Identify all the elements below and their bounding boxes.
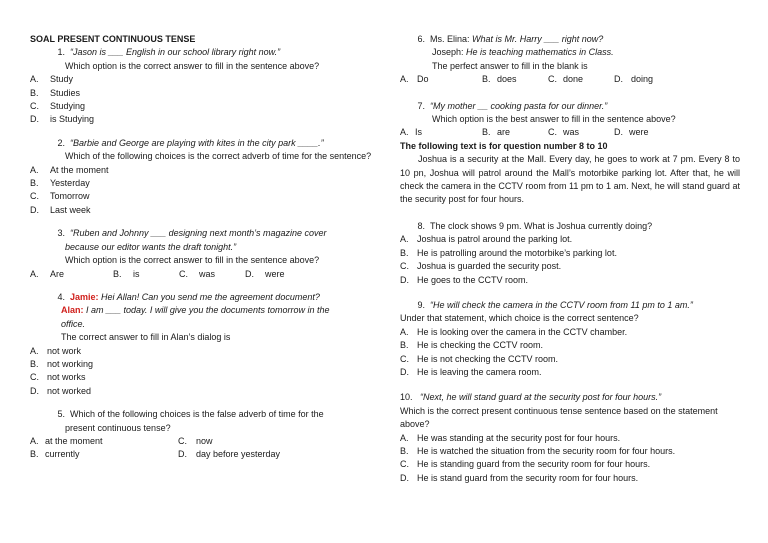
- question-prompt-continued: present continuous tense?: [65, 422, 171, 433]
- option-c: C. He is not checking the CCTV room.: [400, 353, 559, 364]
- speaker-alan: Alan:: [61, 305, 84, 316]
- question-number: 5.: [57, 409, 65, 420]
- speaker-jamie: Jamie:: [70, 291, 99, 302]
- option-b: B. is: [113, 268, 140, 279]
- question-number: 1.: [57, 47, 65, 58]
- option-b: B. He is patrolling around the motorbike’s parking lot.: [400, 247, 617, 258]
- option-a: A. Are: [30, 268, 65, 279]
- option-a: A. Joshua is patrol around the parking lot.: [400, 234, 573, 245]
- options-row: [400, 126, 740, 139]
- option-d: D. Last week: [30, 204, 91, 215]
- option-d: D. He is leaving the camera room.: [400, 366, 542, 377]
- option-a: A. Is: [400, 127, 423, 138]
- options-row: [30, 268, 375, 281]
- question-prompt: The correct answer to fill in Alan’s dialog is: [61, 332, 231, 343]
- option-d: D. not worked: [30, 385, 92, 396]
- option-b: B. does: [482, 74, 517, 85]
- option-a: A. He is looking over the camera in the CCTV chamber.: [400, 326, 628, 337]
- option-d: D. were: [245, 268, 285, 279]
- question-prompt: Which option is the correct answer to fill in the sentence above?: [65, 255, 320, 266]
- option-c: C. Joshua is guarded the security post.: [400, 261, 562, 272]
- speaker-joseph: Joseph:: [432, 47, 464, 58]
- option-c: C. Studying: [30, 101, 86, 112]
- option-a: A. He was standing at the security post for four hours.: [400, 432, 621, 443]
- question-number: 3.: [57, 228, 65, 239]
- options-row: [30, 448, 375, 461]
- question-quote: “Jason is ___ English in our school library right now.”: [70, 47, 281, 58]
- option-a: A. Do: [400, 74, 429, 85]
- option-d: D. were: [614, 127, 649, 138]
- question-number: 9.: [417, 299, 425, 310]
- option-b: B. are: [482, 127, 511, 138]
- question-3: [30, 227, 375, 281]
- passage-heading: The following text is for question number 8 to 10: [400, 140, 608, 151]
- dialog-line: He is teaching mathematics in Class.: [466, 47, 614, 58]
- question-prompt: Which option is the correct answer to fill in the sentence above?: [65, 60, 320, 71]
- question-6: [400, 33, 740, 87]
- question-prompt: Which is the correct present continuous tense sentence based on the statement above?: [400, 405, 718, 430]
- question-prompt: Which of the following choices is the false adverb of time for the: [70, 409, 324, 420]
- question-8: [400, 220, 740, 287]
- dialog-line: What is Mr. Harry ___ right now?: [472, 34, 604, 44]
- option-d: D. He is stand guard from the security room for four hours.: [400, 472, 639, 483]
- option-c: C. He is standing guard from the security room for four hours.: [400, 459, 651, 470]
- passage-text: Joshua is a security at the Mall. Every day, he goes to work at 7 pm. Every 8 to 10 pn, Joshua will patrol around the Mall’s motorbike parking lot. After that, he will check the camera in the CCTV room from 11 pm to 1 am. Next, he will stand guard at the security post for four hours.: [400, 154, 740, 205]
- question-number: 7.: [417, 100, 425, 111]
- question-number: 2.: [57, 137, 65, 148]
- question-quote: “My mother __ cooking pasta for our dinner.”: [430, 100, 608, 111]
- dialog-line: Hei Allan! Can you send me the agreement document?: [101, 291, 320, 302]
- question-9: [400, 299, 740, 379]
- option-c: C. was: [548, 127, 580, 138]
- question-1: [30, 46, 375, 126]
- question-number: 10.: [400, 392, 413, 403]
- option-a: A. at the moment: [30, 435, 103, 446]
- question-quote: “Ruben and Johnny ___ designing next month’s magazine cover: [70, 228, 327, 239]
- option-a: A. Study: [30, 74, 74, 85]
- question-prompt: Which option is the best answer to fill in the sentence above?: [432, 114, 676, 125]
- option-c: C. now: [178, 435, 213, 446]
- option-c: C. done: [548, 74, 584, 85]
- option-b: B. He is checking the CCTV room.: [400, 340, 544, 351]
- option-d: D. He goes to the CCTV room.: [400, 274, 529, 285]
- option-c: C. was: [179, 268, 216, 279]
- left-column: [30, 33, 375, 462]
- question-2: [30, 137, 375, 217]
- question-number: 8.: [417, 220, 425, 231]
- dialog-line-continued: office.: [61, 318, 86, 329]
- option-b: B. currently: [30, 449, 80, 460]
- question-prompt: Which of the following choices is the correct adverb of time for the sentence?: [65, 151, 372, 162]
- dialog-line: I am ___ today. I will give you the documents tomorrow in the: [86, 305, 330, 316]
- speaker-elina: Ms. Elina:: [430, 34, 470, 44]
- question-quote-continued: because our editor wants the draft tonight.”: [65, 241, 237, 252]
- question-quote: “He will check the camera in the CCTV room from 11 pm to 1 am.”: [430, 299, 693, 310]
- question-quote: “Barbie and George are playing with kites in the city park ____.”: [70, 137, 324, 148]
- option-b: B. not working: [30, 358, 94, 369]
- options-row: [400, 73, 740, 86]
- question-prompt: The clock shows 9 pm. What is Joshua currently doing?: [430, 220, 653, 231]
- question-7: [400, 100, 740, 140]
- question-prompt: The perfect answer to fill in the blank is: [432, 60, 588, 71]
- reading-passage: [400, 140, 740, 207]
- option-b: B. Yesterday: [30, 178, 90, 189]
- question-10: [400, 391, 740, 485]
- question-number: 4.: [57, 291, 65, 302]
- options-row: [30, 435, 375, 448]
- option-b: B. Studies: [30, 87, 81, 98]
- option-b: B. He is watched the situation from the security room for four hours.: [400, 445, 676, 456]
- option-c: C. not works: [30, 372, 86, 383]
- option-d: D. doing: [614, 74, 654, 85]
- question-number: 6.: [417, 34, 425, 44]
- question-5: [30, 408, 375, 462]
- option-a: A. At the moment: [30, 164, 109, 175]
- option-c: C. Tomorrow: [30, 191, 90, 202]
- option-a: A. not work: [30, 345, 82, 356]
- question-prompt: Under that statement, which choice is the correct sentence?: [400, 313, 639, 324]
- option-d: D. is Studying: [30, 114, 95, 125]
- question-4: [30, 291, 375, 398]
- document-title: SOAL PRESENT CONTINUOUS TENSE: [30, 34, 196, 44]
- question-quote: “Next, he will stand guard at the security post for four hours.”: [420, 392, 662, 403]
- option-d: D. day before yesterday: [178, 449, 281, 460]
- right-column: [400, 33, 740, 485]
